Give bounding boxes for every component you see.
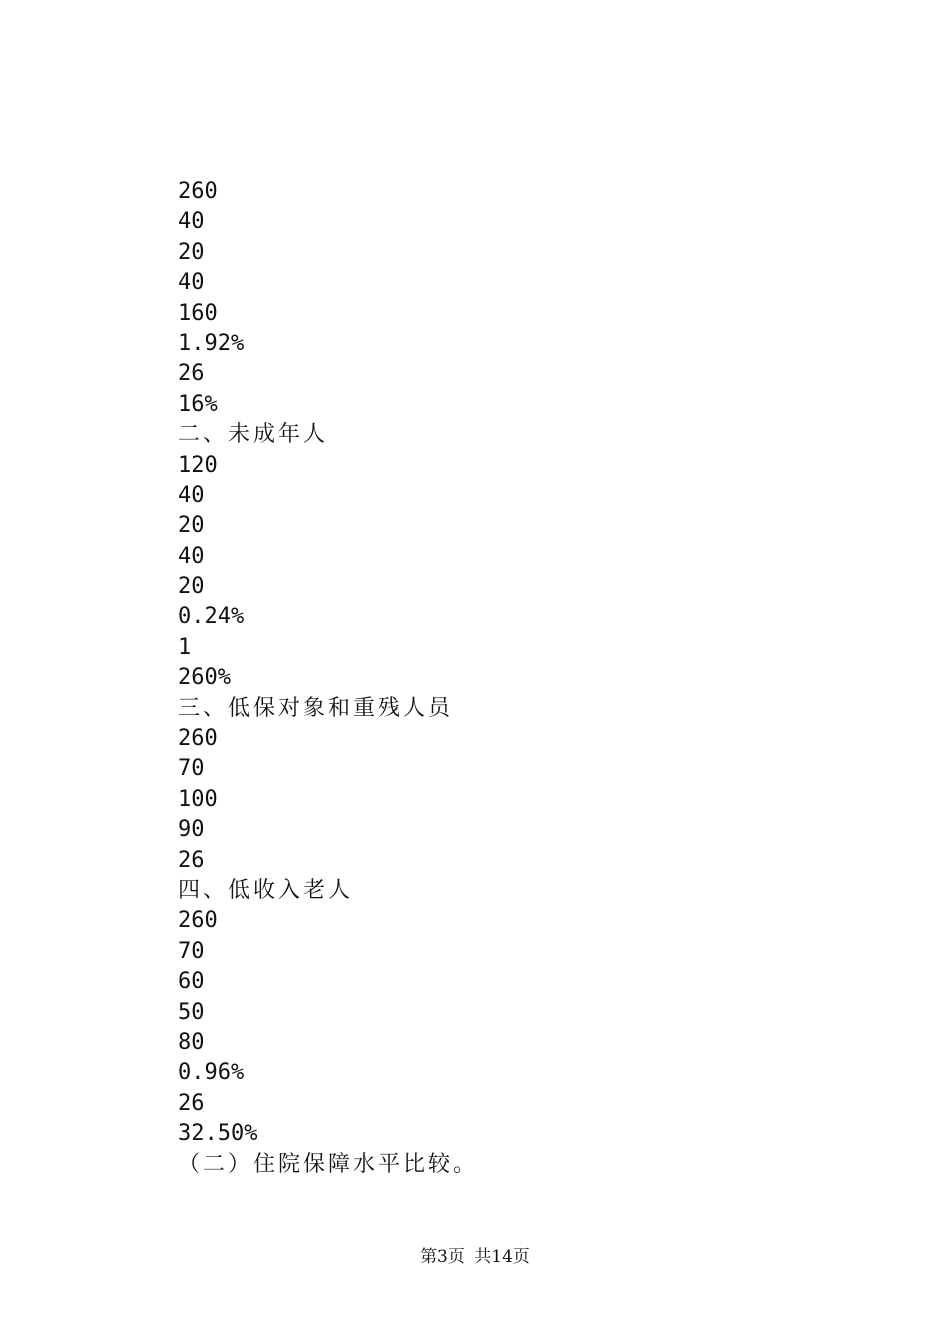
document-body [178,177,878,1180]
page-footer [0,1242,950,1267]
text-line: 80 [178,1029,205,1055]
text-line: 0.96% [178,1060,245,1086]
section-heading-low-income-elderly: 四、低收入老人 [178,877,354,903]
text-line: 32.50% [178,1121,258,1147]
text-line: 26 [178,1090,205,1116]
text-line: 260 [178,179,218,204]
text-line: 260% [178,665,231,691]
page-total: 共14页 [474,1247,530,1267]
page-number: 第3页 [420,1247,465,1267]
text-line: 26 [178,361,205,387]
text-line: 60 [178,969,205,995]
text-line: 70 [178,756,205,782]
text-line: 260 [178,726,218,752]
text-line: 40 [178,482,205,508]
text-line: 20 [178,239,205,265]
text-line: 260 [178,908,218,934]
section-heading-minors: 二、未成年人 [178,422,329,448]
text-line: 40 [178,270,205,296]
text-line: 160 [178,300,218,326]
text-line: 90 [178,817,205,843]
text-line: 1 [178,634,192,660]
text-line: 70 [178,938,205,964]
section-heading-hospitalization: （二）住院保障水平比较。 [178,1151,479,1177]
text-line: 40 [178,543,205,569]
text-line: 100 [178,786,218,812]
text-line: 0.24% [178,604,245,630]
text-line: 120 [178,452,218,478]
section-heading-low-income-disabled: 三、低保对象和重残人员 [178,695,454,721]
text-line: 16% [178,391,218,417]
text-line: 40 [178,209,205,235]
text-line: 1.92% [178,330,245,356]
text-line: 20 [178,574,205,600]
text-line: 20 [178,513,205,539]
text-line: 26 [178,847,205,873]
text-line: 50 [178,999,205,1025]
